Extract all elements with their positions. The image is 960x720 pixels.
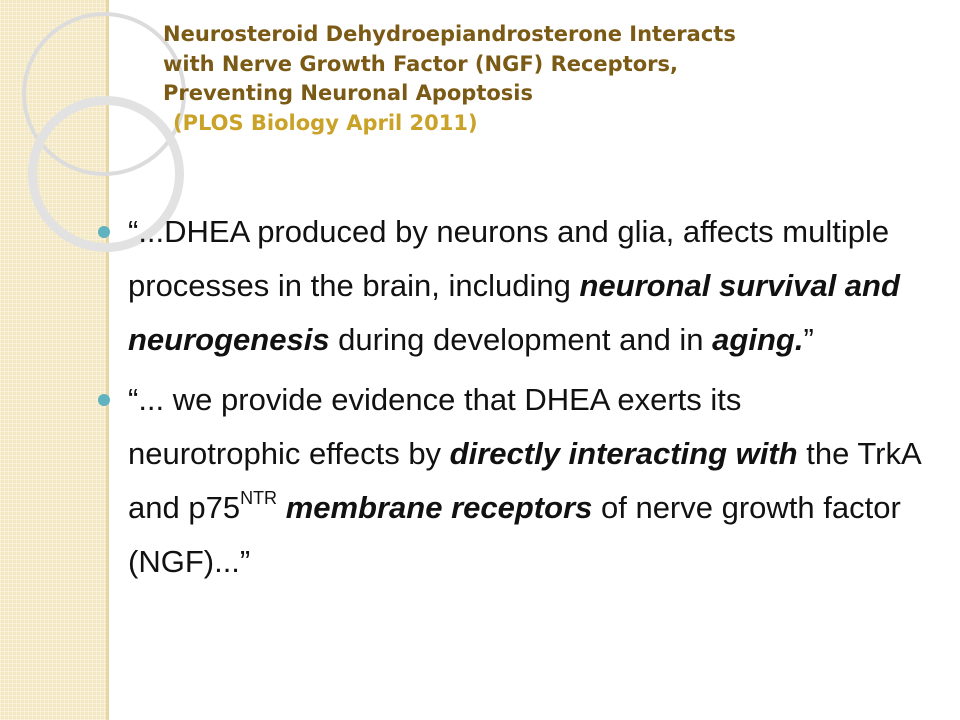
bullet-1-emphasis-2: aging. <box>712 322 804 357</box>
bullet-2-text-4: of nerve growth factor (NGF)...” <box>128 490 901 579</box>
title-line-1: Neurosteroid Dehydroepiandrosterone Interacts <box>163 22 736 46</box>
title-line-2: with Nerve Growth Factor (NGF) Receptors, <box>163 51 679 76</box>
title-source: (PLOS Biology April 2011) <box>173 110 478 135</box>
bullet-2-emphasis-1: directly interacting with <box>449 436 798 471</box>
bullet-1-emphasis-1: neuronal survival and neurogenesis <box>128 268 900 357</box>
bullet-2-text-2: the TrkA and p75 <box>128 436 920 525</box>
bullet-1-text-3: ” <box>803 322 814 357</box>
bullet-2-text-3 <box>277 490 286 525</box>
bullet-item-2 <box>92 373 922 589</box>
bullet-2-text: “... we provide evidence that DHEA exerts its neurotrophic effects by <box>128 382 742 471</box>
bullet-dot-icon <box>98 226 110 238</box>
bullet-dot-icon <box>98 394 110 406</box>
bullet-1-text-2: during development and in <box>329 322 713 357</box>
bullet-item-1 <box>92 205 922 367</box>
bullet-list <box>92 205 922 595</box>
bullet-1-text: “...DHEA produced by neurons and glia, affects multiple processes in the brain, including <box>128 214 890 303</box>
bullet-2-superscript: NTR <box>240 487 278 508</box>
bullet-2-emphasis-2: membrane receptors <box>285 490 593 525</box>
title-line-3: Preventing Neuronal Apoptosis <box>163 81 533 105</box>
slide-title <box>163 20 923 138</box>
